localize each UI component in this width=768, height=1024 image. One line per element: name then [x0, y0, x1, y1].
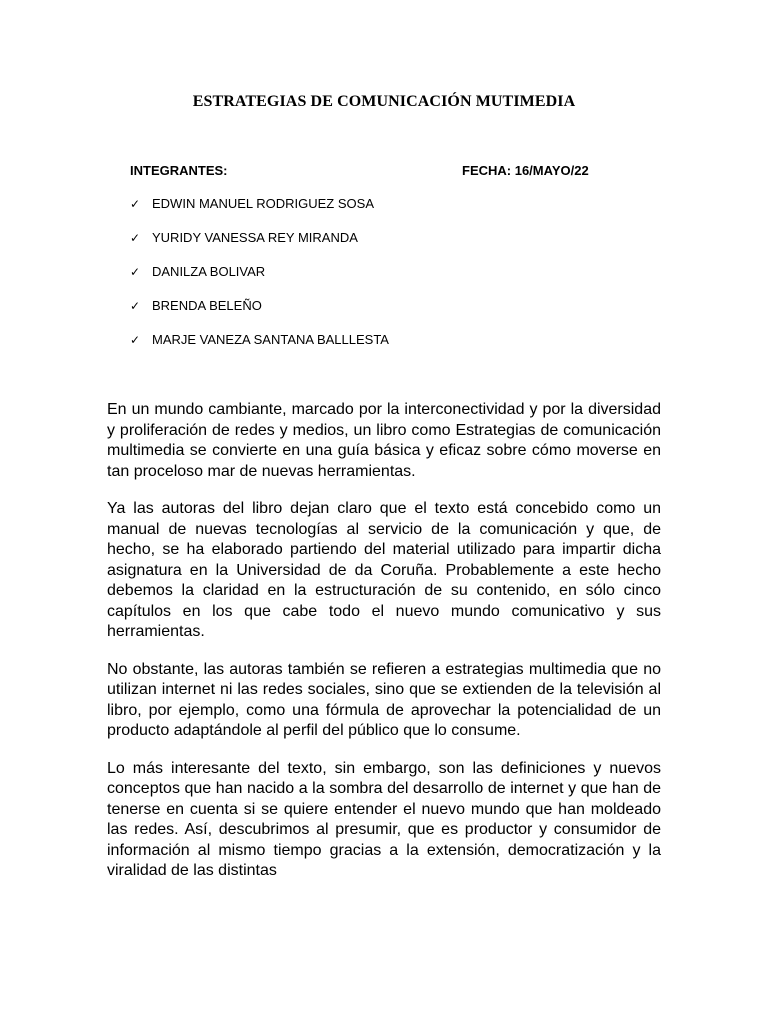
paragraph: Lo más interesante del texto, sin embargo, son las definiciones y nuevos conceptos que han nacido a la sombra del desarrollo de internet y que han de tenerse en cuenta si se quiere entender el nuevo mundo que han moldeado las redes. Así, descubrimos al presumir, que es productor y consumidor de información al mismo tiempo gracias a la extensión, democratización y la viralidad de las distintas	[107, 759, 661, 879]
checkmark-icon: ✓	[130, 265, 141, 279]
member-name: MARJE VANEZA SANTANA BALLLESTA	[152, 332, 389, 347]
checkmark-icon: ✓	[130, 231, 141, 245]
member-name: EDWIN MANUEL RODRIGUEZ SOSA	[152, 196, 374, 211]
list-item	[130, 298, 389, 332]
members-label: INTEGRANTES:	[130, 163, 228, 178]
checkmark-icon: ✓	[130, 333, 141, 347]
members-list	[130, 196, 389, 366]
paragraph: Ya las autoras del libro dejan claro que el texto está concebido como un manual de nuevas tecnologías al servicio de la comunicación y que, de hecho, se ha elaborado partiendo del material utilizado para impartir dicha asignatura en la Universidad de da Coruña. Probablemente a este hecho debemos la claridad en la estructuración de su contenido, en sólo cinco capítulos en los que cabe todo el nuevo mundo comunicativo y sus herramientas.	[107, 500, 661, 640]
body-text	[107, 400, 661, 899]
member-name: BRENDA BELEÑO	[152, 298, 262, 313]
list-item	[130, 230, 389, 264]
list-item	[130, 264, 389, 298]
member-name: YURIDY VANESSA REY MIRANDA	[152, 230, 358, 245]
member-name: DANILZA BOLIVAR	[152, 264, 266, 279]
document-title: ESTRATEGIAS DE COMUNICACIÓN MUTIMEDIA	[192, 93, 576, 110]
list-item	[130, 332, 389, 366]
paragraph: No obstante, las autoras también se refieren a estrategias multimedia que no utilizan internet ni las redes sociales, sino que se extienden de la televisión al libro, por ejemplo, como una fórmula de aprovechar la potencialidad de un producto adaptándole al perfil del público que lo consume.	[107, 660, 661, 739]
checkmark-icon: ✓	[130, 299, 141, 313]
list-item	[130, 196, 389, 230]
date-label: FECHA: 16/MAYO/22	[462, 163, 589, 178]
checkmark-icon: ✓	[130, 197, 141, 211]
paragraph: En un mundo cambiante, marcado por la interconectividad y por la diversidad y proliferación de redes y medios, un libro como Estrategias de comunicación multimedia se convierte en una guía básica y eficaz sobre cómo moverse en tan proceloso mar de nuevas herramientas.	[107, 401, 661, 480]
